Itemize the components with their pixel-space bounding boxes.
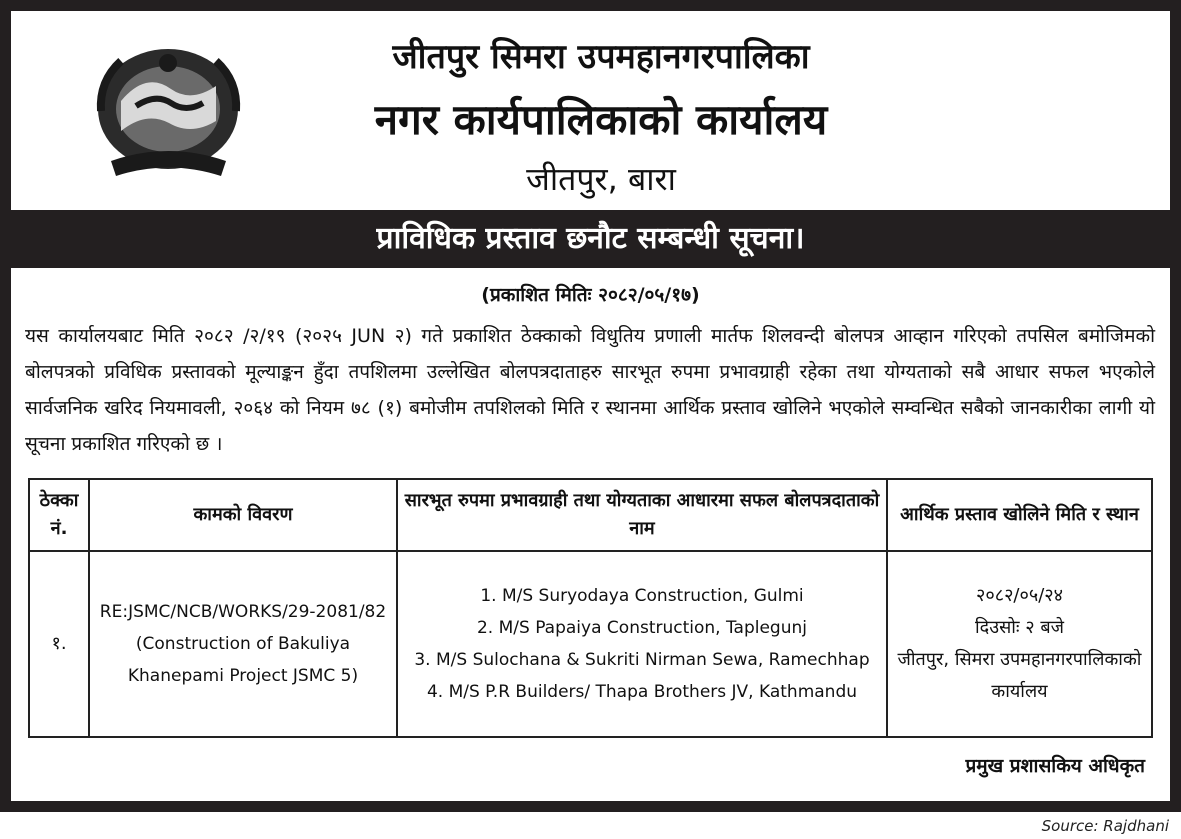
- notice-body: [11, 11, 1170, 801]
- bidder-item: 1. M/S Suryodaya Construction, Gulmi: [480, 586, 804, 606]
- bidders-cell: [397, 551, 887, 737]
- published-date: (प्रकाशित मितिः २०८२/०५/१७): [481, 284, 700, 306]
- header-work-description: कामको विवरण: [89, 479, 397, 551]
- header-bidders: सारभूत रुपमा प्रभावग्राही तथा योग्यताका आधारमा सफल बोलपत्रदाताको नाम: [397, 479, 887, 551]
- notice-body-text: यस कार्यालयबाट मिति २०८२ /२/१९ (२०२५ JUN २) गते प्रकाशित ठेक्काको विधुतिय प्रणाली मार्तफ शिलवन्दी बोलपत्र आव्हान गरिएको तपसिल बमोजिमको बोलपत्रको प्रविधिक प्रस्तावको मूल्याङ्कन हुँदा तपशिलमा उल्लेखित बोलपत्रदाताहरु सारभूत रुपमा प्रभावग्राही रहेका तथा योग्यताको सबै आधार सफल भएकोले सार्वजनिक खरिद नियमावली, २०६४ को नियम ७८ (१) बमोजीम तपशिलको मिति र स्थानमा आर्थिक प्रस्ताव खोलिने भएकोले सम्वन्धित सबैको जानकारीका लागी यो सूचना प्रकाशित गरिएको छ ।: [25, 325, 1156, 455]
- signatory: प्रमुख प्रशासकिय अधिकृत: [965, 755, 1145, 777]
- office-location: जीतपुर, बारा: [526, 160, 676, 198]
- source-credit: Source: Rajdhani: [1041, 817, 1169, 835]
- work-description: (Construction of Bakuliya Khanepami Project JSMC 5): [127, 634, 359, 686]
- bid-results-table: [28, 478, 1153, 738]
- opening-place: जीतपुर, सिमरा उपमहानगरपालिकाको कार्यालय: [897, 649, 1142, 702]
- contract-no-cell: १.: [29, 551, 89, 737]
- notice-title: प्राविधिक प्रस्ताव छनौट सम्बन्धी सूचना।: [11, 210, 1170, 268]
- office-name: नगर कार्यपालिकाको कार्यालय: [374, 95, 828, 144]
- header-contract-no: ठेक्का नं.: [29, 479, 89, 551]
- work-description-cell: [89, 551, 397, 737]
- table-header-row: [29, 479, 1152, 551]
- opening-cell: [887, 551, 1152, 737]
- header-opening: आर्थिक प्रस्ताव खोलिने मिति र स्थान: [887, 479, 1152, 551]
- work-reference: RE:JSMC/NCB/WORKS/29-2081/82: [99, 602, 387, 622]
- bidder-item: 4. M/S P.R Builders/ Thapa Brothers JV, Kathmandu: [426, 682, 858, 702]
- opening-time: दिउसोः २ बजे: [975, 617, 1064, 638]
- opening-date: २०८२/०५/२४: [975, 585, 1063, 606]
- bidder-item: 2. M/S Papaiya Construction, Taplegunj: [476, 618, 807, 638]
- nepal-government-emblem: [91, 41, 246, 186]
- municipality-name: जीतपुर सिमरा उपमहानगरपालिका: [392, 37, 810, 77]
- bidder-item: 3. M/S Sulochana & Sukriti Nirman Sewa, Ramechhap: [414, 650, 870, 670]
- table-row: [29, 551, 1152, 737]
